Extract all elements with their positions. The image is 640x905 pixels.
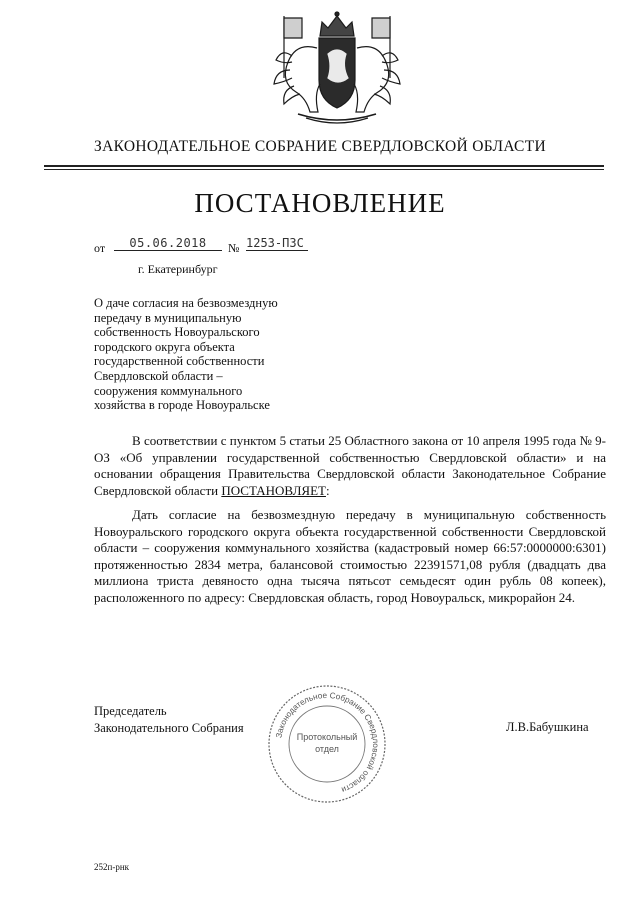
document-date: 05.06.2018	[114, 236, 222, 251]
header-rule-thin	[44, 169, 604, 170]
number-label: №	[228, 241, 240, 255]
signatory-title-line: Законодательного Собрания	[94, 721, 244, 735]
subject-line: О даче согласия на безвозмездную	[94, 296, 278, 310]
protocol-department-stamp	[263, 680, 391, 808]
subject-line: передачу в муниципальную	[94, 310, 242, 325]
from-label: от	[94, 241, 106, 255]
decree-punct: :	[325, 482, 330, 498]
resolution-paragraph	[94, 507, 606, 606]
subject-line: государственной собственности	[94, 354, 265, 369]
subject-line: собственность Новоуральского	[94, 325, 260, 340]
stamp-center-line: отдел	[315, 744, 339, 754]
subject-line: хозяйства в городе Новоуральске	[94, 398, 270, 413]
subject-line: сооружения коммунального	[94, 383, 243, 398]
signatory-name: Л.В.Бабушкина	[506, 720, 589, 734]
stamp-center-line: Протокольный	[296, 732, 358, 742]
subject-line: Свердловской области –	[94, 368, 223, 383]
signatory-title	[94, 703, 244, 737]
document-code: 252п-рнк	[94, 862, 130, 872]
document-number: 1253-ПЗС	[246, 236, 308, 251]
header-rule-thick	[44, 165, 604, 167]
preamble-text: В соответствии с пунктом 5 статьи 25 Областного закона от 10 апреля 1995 года № 9-ОЗ «Об управлении государственной собственностью Свердловской области» и на основании обращения Правительства Свердловской области Законодательное Собрание Свердловской области	[94, 433, 606, 498]
organization-name: ЗАКОНОДАТЕЛЬНОЕ СОБРАНИЕ СВЕРДЛОВСКОЙ ОБЛАСТИ	[94, 138, 546, 155]
document-subject	[94, 296, 354, 413]
city-of-issue: г. Екатеринбург	[138, 262, 218, 276]
document-type-title: ПОСТАНОВЛЕНИЕ	[194, 188, 446, 218]
sverdlovsk-coat-of-arms-icon	[262, 8, 412, 130]
signatory-title-line: Председатель	[94, 704, 167, 718]
preamble-paragraph	[94, 433, 606, 499]
subject-line: городского округа объекта	[94, 339, 235, 354]
stamp-ring-text: Законодательное Собрание Свердловской области	[274, 690, 381, 795]
decree-word: ПОСТАНОВЛЯЕТ	[221, 482, 326, 498]
resolution-text: Дать согласие на безвозмездную передачу в муниципальную собственность Новоуральского городского округа объекта государственной собственности Свердловской области – сооружения коммунального хозяйства (кадастровый номер 66:57:0000000:6301) протяженностью 2834 метра, балансовой стоимостью 22391571,08 рубля (двадцать два миллиона триста девяносто одна тысяча пятьсот семьдесят один рубль 08 копеек), расположенного по адресу: Свердловская область, город Новоуральск, микрорайон 24.	[94, 507, 606, 605]
